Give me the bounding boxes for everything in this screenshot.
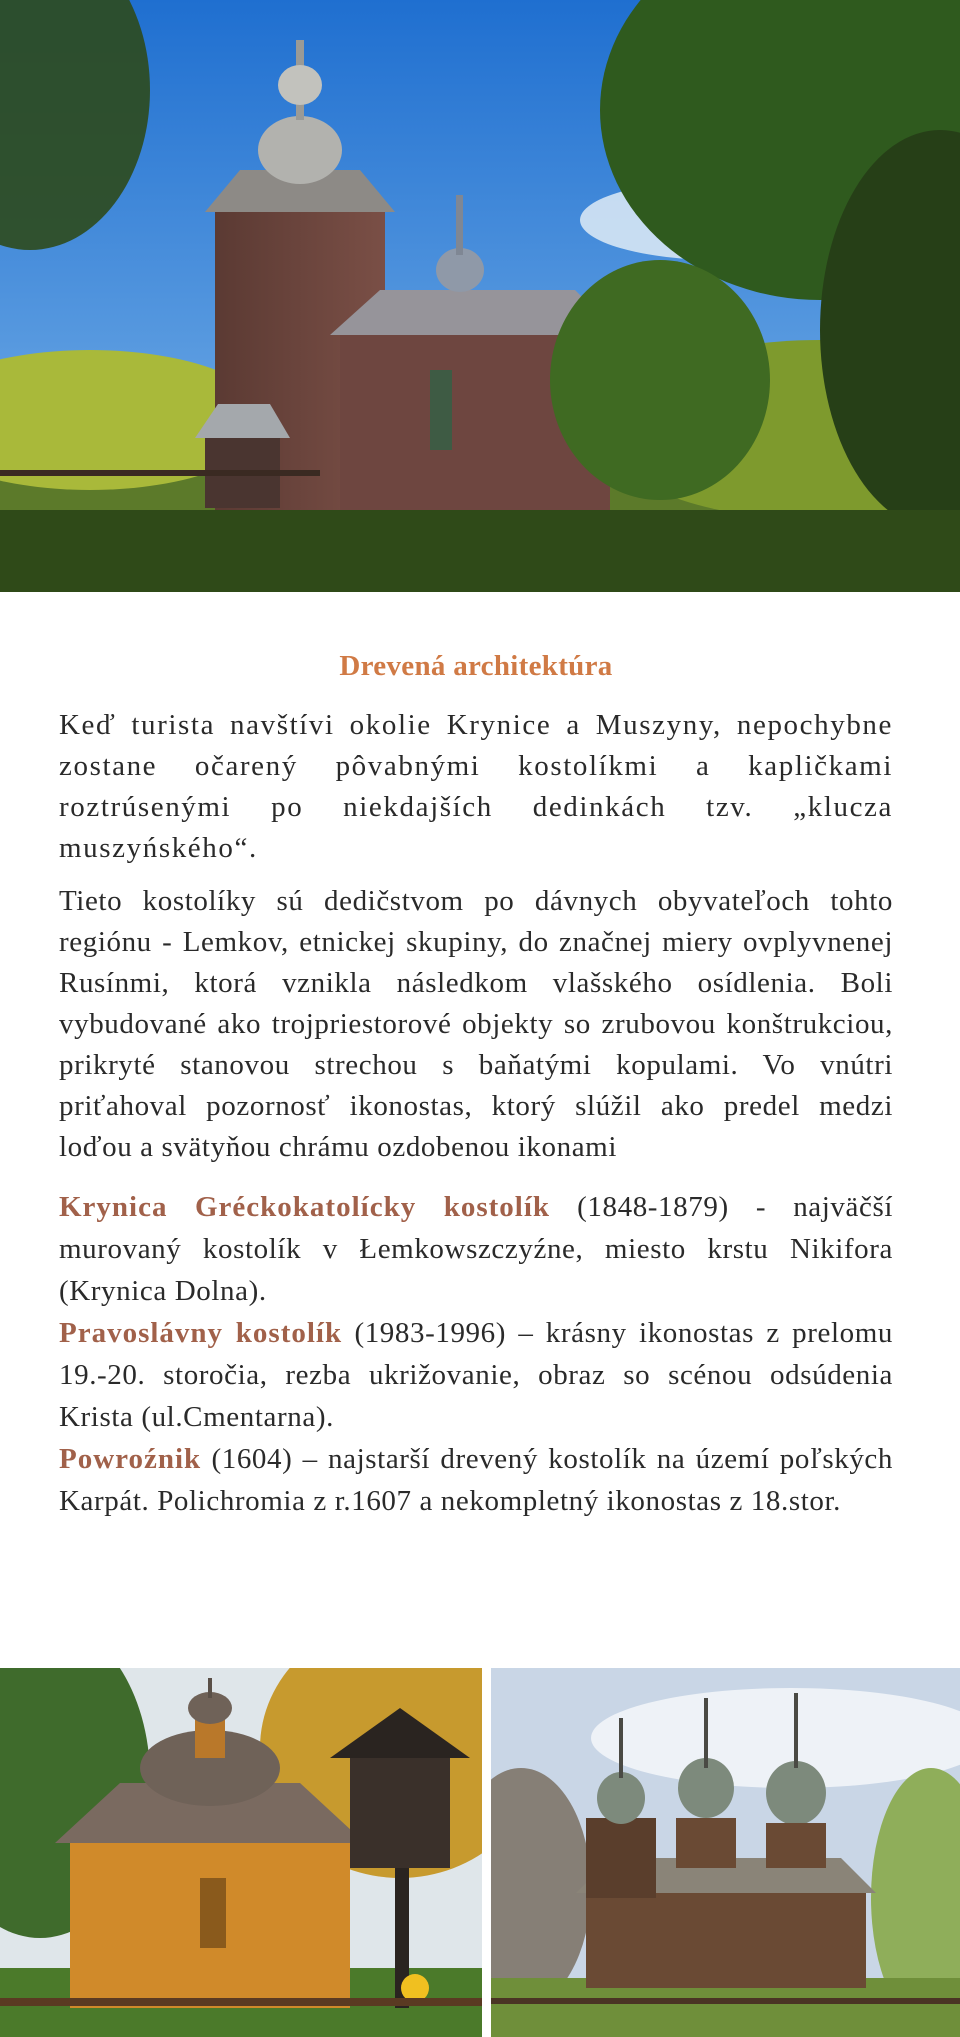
church-name-orthodox: Pravoslávny kostolík xyxy=(59,1317,343,1349)
article xyxy=(59,650,893,1522)
church-name-krynica: Krynica Gréckokatolícky kostolík xyxy=(59,1191,551,1223)
church-desc-krynica: (1848-1879) - najväčší murovaný kostolík v Łemkowszczyźne, miesto krstu Nikifora (Krynica Dolna). xyxy=(59,1191,894,1307)
article-title: Drevená architektúra xyxy=(339,650,613,682)
church-desc-powroznik: (1604) – najstarší drevený kostolík na území poľských Karpát. Polichromia z r.1607 a nekompletný ikonostas z 18.stor. xyxy=(59,1443,893,1517)
church-name-powroznik: Powroźnik xyxy=(59,1443,202,1475)
church-entry-orthodox xyxy=(59,1312,893,1438)
church-desc-orthodox: (1983-1996) – krásny ikonostas z prelomu 19.-20. storočia, rezba ukrižovanie, obraz so scénou odsúdenia Krista (ul.Cmentarna). xyxy=(59,1317,893,1433)
photo-three-domed-church xyxy=(491,1668,960,2037)
photo-orange-wooden-church xyxy=(0,1668,482,2037)
intro-paragraph: Keď turista navštívi okolie Krynice a Muszyny, nepochybne zostane očarený pôvabnými kostolíkmi a kapličkami roztrúsenými po niekdajších dedinkách tzv. „klucza muszyńského“. xyxy=(59,709,893,864)
church-entry-krynica xyxy=(59,1186,893,1312)
history-paragraph: Tieto kostolíky sú dedičstvom po dávnych obyvateľoch tohto regiónu - Lemkov, etnickej skupiny, do značnej miery ovplyvnenej Rusínmi, ktorá vznikla následkom vlašského osídlenia. Boli vybudované ako trojpriestorové objekty so zrubovou konštrukciou, prikryté stanovou strechou s baňatými kopulami. Vo vnútri priťahoval pozornosť ikonostas, ktorý slúžil ako predel medzi loďou a svätyňou chrámu ozdobenou ikonami xyxy=(59,885,893,1163)
hero-photo-wooden-church xyxy=(0,0,960,592)
church-entry-powroznik xyxy=(59,1438,893,1522)
church-list xyxy=(59,1186,893,1522)
